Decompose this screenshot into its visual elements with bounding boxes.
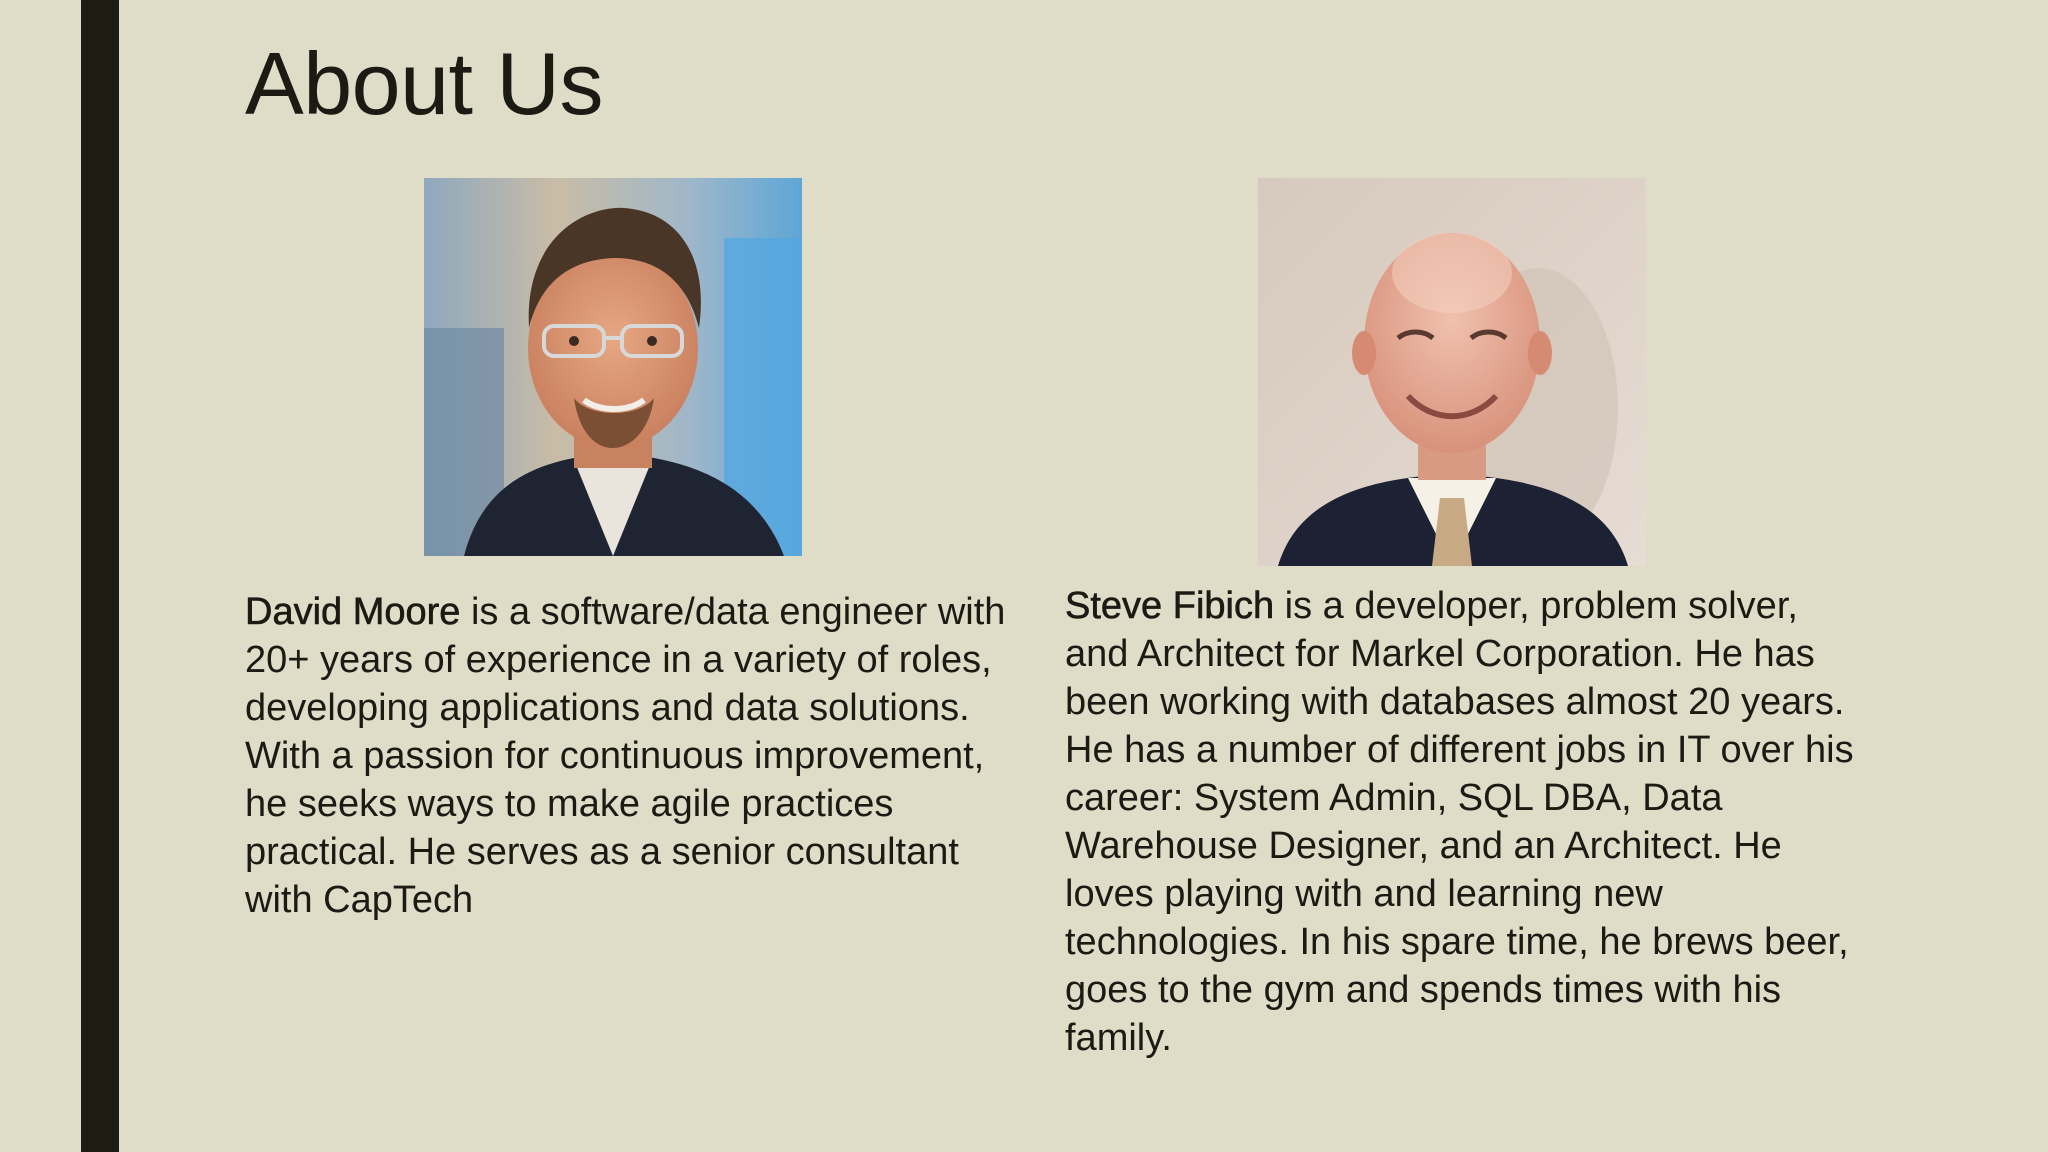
photo-david-moore (424, 178, 802, 556)
person-bio: is a developer, problem solver, and Architect for Markel Corporation. He has been working with databases almost 20 years. He has a number of different jobs in IT over his career: System Admin, SQL DBA, Data Warehouse Designer, and an Architect. He loves playing with and learning new technologies. In his spare time, he brews beer, goes to the gym and spends times with his family. (1065, 585, 1854, 1059)
bio-david-moore (245, 588, 1035, 924)
person-name: Steve Fibich (1065, 585, 1275, 627)
person-name: David Moore (245, 591, 461, 633)
slide-title: About Us (245, 34, 603, 133)
bio-steve-fibich (1065, 582, 1855, 1062)
accent-bar (81, 0, 119, 1152)
person-bio: is a software/data engineer with 20+ years of experience in a variety of roles, developing applications and data solutions. With a passion for continuous improvement, he seeks ways to make agile practices practical. He serves as a senior consultant with CapTech (245, 591, 1006, 921)
photo-steve-fibich (1258, 178, 1646, 566)
